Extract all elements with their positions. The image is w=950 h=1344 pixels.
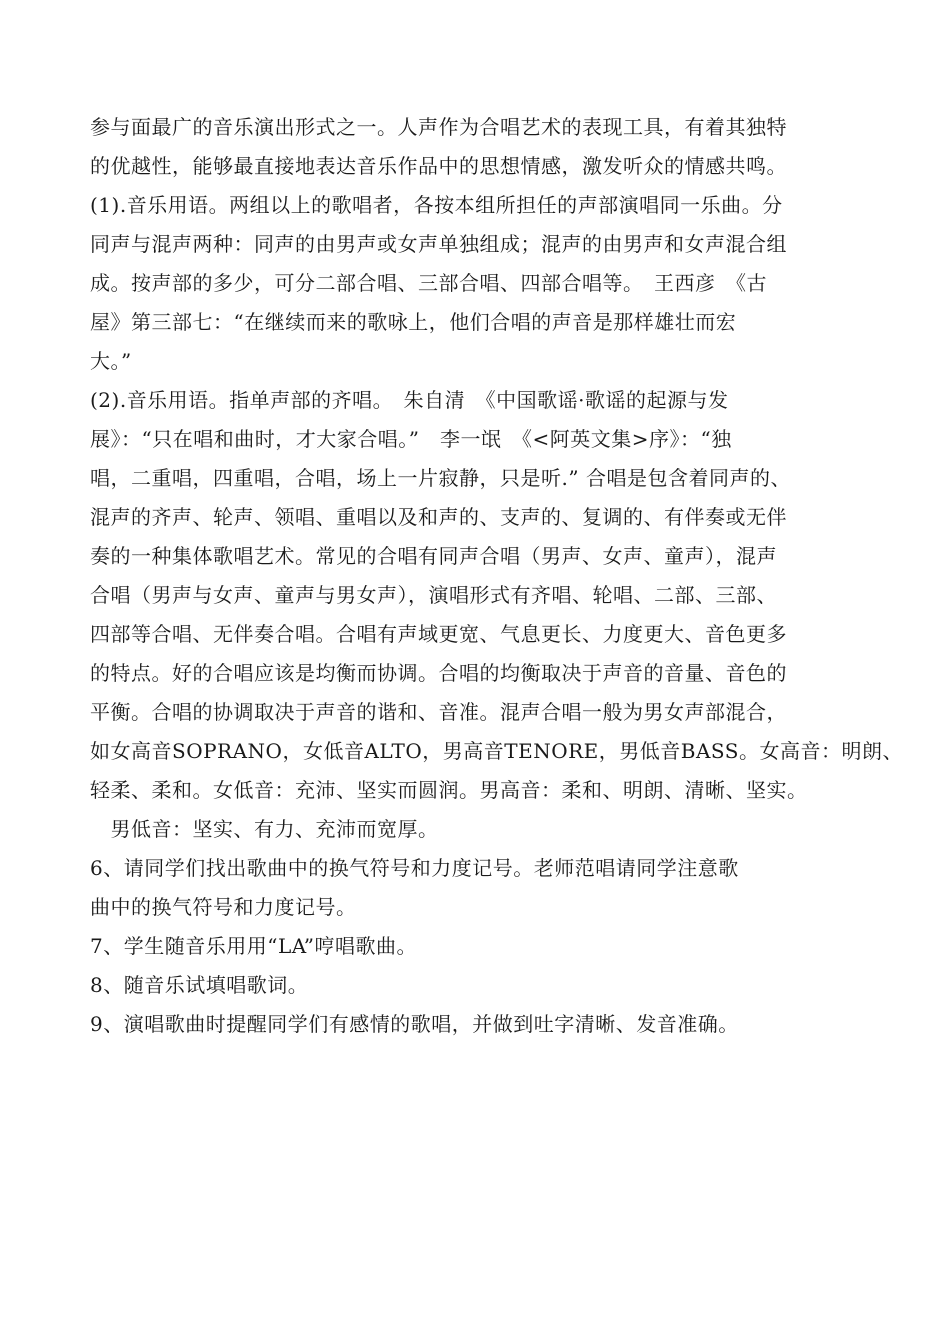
text-line: 屋》第三部七：“在继续而来的歌咏上，他们合唱的声音是那样雄壮而宏 [90,310,737,334]
text-line: 男低音：坚实、有力、充沛而宽厚。 [90,817,439,841]
text-line: 平衡。合唱的协调取决于声音的谐和、音准。混声合唱一般为男女声部混合， [90,700,787,724]
text-line: (2).音乐用语。指单声部的齐唱。 朱自清 《中国歌谣·歌谣的起源与发 [90,388,729,412]
step-6-continuation: 曲中的换气符号和力度记号。 [90,895,357,919]
step-9-line: 9、演唱歌曲时提醒同学们有感情的歌唱，并做到吐字清晰、发音准确。 [90,1012,739,1036]
text-line: 参与面最广的音乐演出形式之一。人声作为合唱艺术的表现工具，有着其独特 [90,115,787,139]
text-line: 唱，二重唱，四重唱，合唱，场上一片寂静，只是听.” 合唱是包含着同声的、 [90,466,791,490]
body-text [90,108,903,1044]
text-line: 如女高音SOPRANO，女低音ALTO，男高音TENORE，男低音BASS。女高音：明朗、 [90,739,903,763]
text-line: (1).音乐用语。两组以上的歌唱者，各按本组所担任的声部演唱同一乐曲。分 [90,193,783,217]
text-line: 展》：“只在唱和曲时，才大家合唱。” 李一氓 《<阿英文集>序》：“独 [90,427,732,451]
text-line: 的特点。好的合唱应该是均衡而协调。合唱的均衡取决于声音的音量、音色的 [90,661,787,685]
text-line: 的优越性，能够最直接地表达音乐作品中的思想情感，激发听众的情感共鸣。 [90,154,787,178]
text-line: 混声的齐声、轮声、领唱、重唱以及和声的、支声的、复调的、有伴奏或无伴 [90,505,787,529]
text-line: 奏的一种集体歌唱艺术。常见的合唱有同声合唱（男声、女声、童声），混声 [90,544,777,568]
text-line: 四部等合唱、无伴奏合唱。合唱有声域更宽、气息更长、力度更大、音色更多 [90,622,787,646]
step-6-line: 6、请同学们找出歌曲中的换气符号和力度记号。老师范唱请同学注意歌 [90,856,739,880]
text-line: 轻柔、柔和。女低音：充沛、坚实而圆润。男高音：柔和、明朗、清晰、坚实。 [90,778,808,802]
text-line: 合唱（男声与女声、童声与男女声），演唱形式有齐唱、轮唱、二部、三部、 [90,583,777,607]
step-7-line: 7、学生随音乐用用“LA”哼唱歌曲。 [90,934,417,958]
text-line: 成。按声部的多少，可分二部合唱、三部合唱、四部合唱等。 王西彦 《古 [90,271,767,295]
text-line: 同声与混声两种：同声的由男声或女声单独组成；混声的由男声和女声混合组 [90,232,787,256]
step-8-line: 8、随音乐试填唱歌词。 [90,973,309,997]
text-line: 大。” [90,349,132,373]
